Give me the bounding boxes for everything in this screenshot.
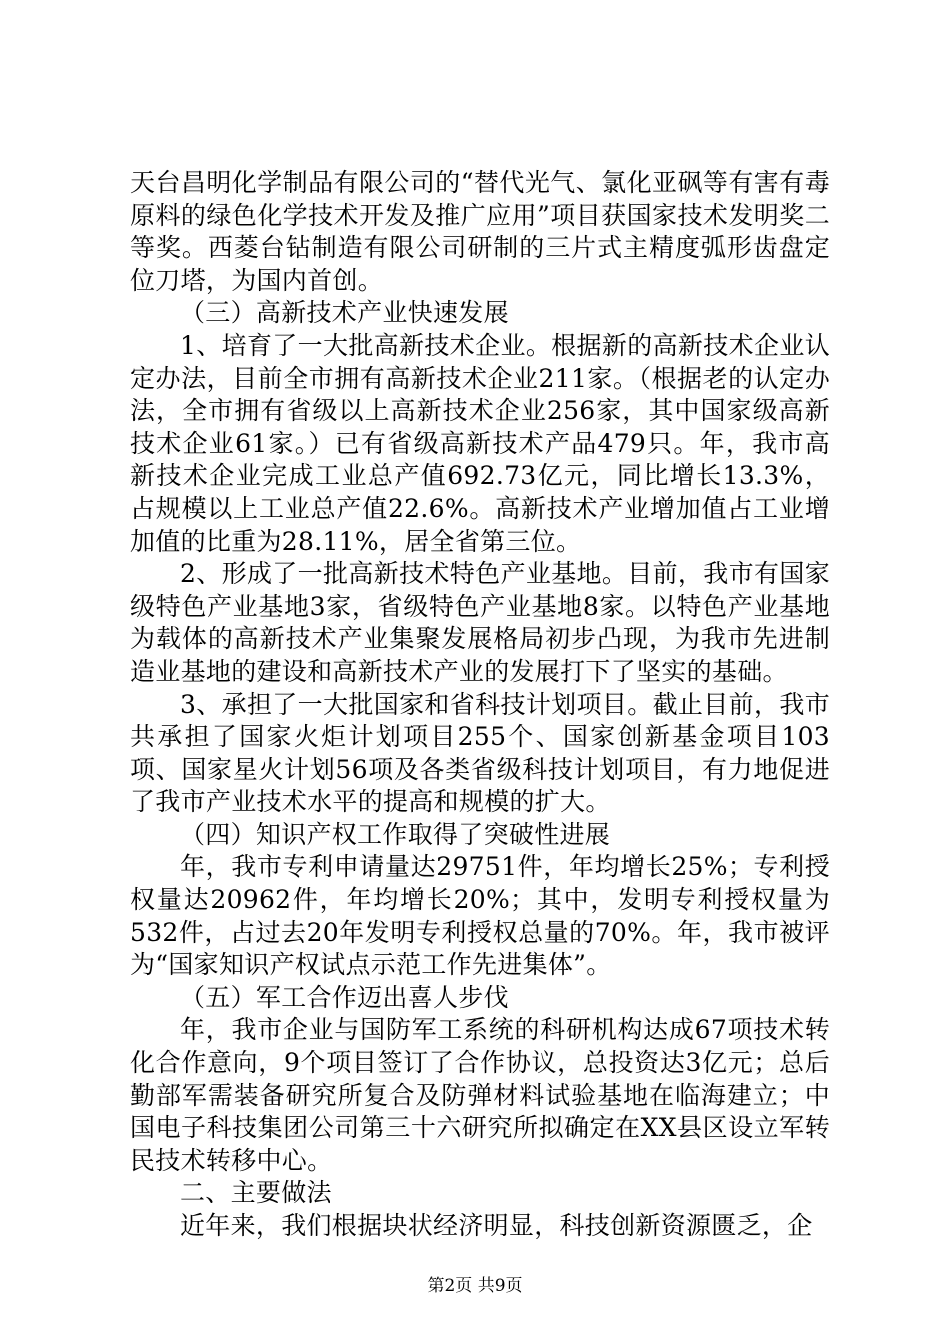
paragraph-military-cooperation: 年，我市企业与国防军工系统的科研机构达成67项技术转化合作意向，9个项目签订了合作协议，总投资达3亿元；总后勤部军需装备研究所复合及防弹材料试验基地在临海建立；中国电子科技集团公司第三十六研究所拟确定在XX县区设立军转民技术转移中心。 [130, 1015, 830, 1175]
paragraph-continuation: 天台昌明化学制品有限公司的“替代光气、氯化亚砜等有害有毒原料的绿色化学技术开发及推广应用”项目获国家技术发明奖二等奖。西菱台钻制造有限公司研制的三片式主精度弧形齿盘定位刀塔，为国内首创。 [130, 168, 830, 295]
paragraph-high-tech-enterprises: 1、培育了一大批高新技术企业。根据新的高新技术企业认定办法，目前全市拥有高新技术企业211家。（根据老的认定办法，全市拥有省级以上高新技术企业256家，其中国家级高新技术企业61家。）已有省级高新技术产品479只。年，我市高新技术企业完成工业总产值692.73亿元，同比增长13.3%，占规模以上工业总产值22.6%。高新技术产业增加值占工业增加值的比重为28.11%，居全省第三位。 [130, 330, 830, 556]
page-number-footer: 第2页 共9页 [427, 1276, 523, 1296]
section-heading-main-methods: 二、主要做法 [180, 1178, 332, 1208]
paragraph-industry-bases: 2、形成了一批高新技术特色产业基地。目前，我市有国家级特色产业基地3家，省级特色产业基地8家。以特色产业基地为载体的高新技术产业集聚发展格局初步凸现，为我市先进制造业基地的建设和高新技术产业的发展打下了坚实的基础。 [130, 559, 830, 686]
paragraph-recent-years: 近年来，我们根据块状经济明显，科技创新资源匮乏，企 [180, 1211, 813, 1240]
section-heading-5: （五）军工合作迈出喜人步伐 [180, 982, 509, 1012]
paragraph-tech-projects: 3、承担了一大批国家和省科技计划项目。截止目前，我市共承担了国家火炬计划项目255个、国家创新基金项目103项、国家星火计划56项及各类省级科技计划项目，有力地促进了我市产业技术水平的提高和规模的扩大。 [130, 689, 830, 817]
section-heading-4: （四）知识产权工作取得了突破性进展 [180, 819, 611, 849]
document-body [130, 167, 830, 1243]
paragraph-patents: 年，我市专利申请量达29751件，年均增长25%；专利授权量达20962件，年均增长20%；其中，发明专利授权量为532件，占过去20年发明专利授权总量的70%。年，我市被评为“国家知识产权试点示范工作先进集体”。 [130, 852, 830, 980]
section-heading-3: （三）高新技术产业快速发展 [180, 298, 509, 328]
